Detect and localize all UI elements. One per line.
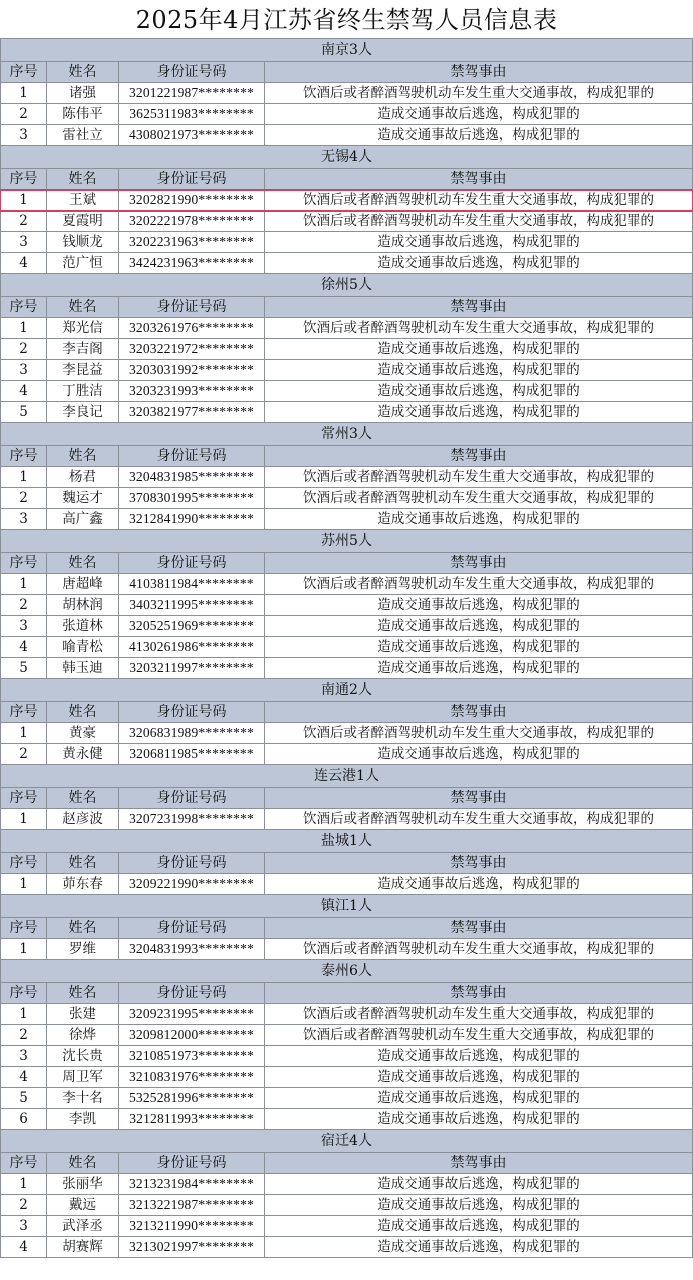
column-header-reason: 禁驾事由 <box>450 985 507 1001</box>
column-header-seq: 序号 <box>1 1153 47 1173</box>
cell-reason: 造成交通事故后逃逸，构成犯罪的 <box>377 618 580 634</box>
cell-seq: 3 <box>1 509 47 529</box>
cell-reason: 饮酒后或者醉酒驾驶机动车发生重大交通事故，构成犯罪的 <box>303 192 654 208</box>
column-header-id: 身份证号码 <box>119 297 265 317</box>
cell-seq: 1 <box>1 574 47 594</box>
cell-id: 3203261976******** <box>119 318 265 338</box>
cell-id: 3202821990******** <box>119 190 265 210</box>
cell-name: 李十名 <box>47 1088 119 1108</box>
column-header-reason: 禁驾事由 <box>450 448 507 464</box>
cell-name: 喻青松 <box>47 637 119 657</box>
cell-id: 3212841990******** <box>119 509 265 529</box>
table-row <box>0 658 693 679</box>
cell-reason: 造成交通事故后逃逸，构成犯罪的 <box>377 106 580 122</box>
cell-seq: 2 <box>1 744 47 764</box>
cell-id: 4130261986******** <box>119 637 265 657</box>
cell-name: 李吉阁 <box>47 339 119 359</box>
cell-reason: 饮酒后或者醉酒驾驶机动车发生重大交通事故，构成犯罪的 <box>303 85 654 101</box>
cell-name: 范广恒 <box>47 253 119 273</box>
column-header-row <box>0 918 693 939</box>
cell-seq: 1 <box>1 723 47 743</box>
column-header-reason: 禁驾事由 <box>450 1155 507 1171</box>
cell-seq: 2 <box>1 1025 47 1045</box>
table-row <box>0 190 693 211</box>
cell-seq: 4 <box>1 637 47 657</box>
cell-id: 3203211997******** <box>119 658 265 678</box>
cell-reason: 造成交通事故后逃逸，构成犯罪的 <box>377 597 580 613</box>
column-header-name: 姓名 <box>47 169 119 189</box>
table-row <box>0 253 693 274</box>
column-header-id: 身份证号码 <box>119 702 265 722</box>
cell-id: 3212811993******** <box>119 1109 265 1129</box>
table-row <box>0 723 693 744</box>
cell-name: 张建 <box>47 1004 119 1024</box>
column-header-id: 身份证号码 <box>119 1153 265 1173</box>
cell-id: 5325281996******** <box>119 1088 265 1108</box>
column-header-row <box>0 553 693 574</box>
column-header-row <box>0 62 693 83</box>
cell-reason: 造成交通事故后逃逸，构成犯罪的 <box>377 1176 580 1192</box>
column-header-seq: 序号 <box>1 169 47 189</box>
cell-seq: 4 <box>1 1067 47 1087</box>
cell-name: 陈伟平 <box>47 104 119 124</box>
cell-id: 3207231998******** <box>119 809 265 829</box>
cell-name: 郑光信 <box>47 318 119 338</box>
column-header-name: 姓名 <box>47 983 119 1003</box>
cell-reason: 造成交通事故后逃逸，构成犯罪的 <box>377 362 580 378</box>
cell-id: 3204831985******** <box>119 467 265 487</box>
column-header-seq: 序号 <box>1 702 47 722</box>
table-row <box>0 595 693 616</box>
cell-id: 3209221990******** <box>119 874 265 894</box>
cell-name: 王斌 <box>47 190 119 210</box>
cell-seq: 1 <box>1 467 47 487</box>
table-row <box>0 744 693 765</box>
column-header-id: 身份证号码 <box>119 853 265 873</box>
cell-reason: 饮酒后或者醉酒驾驶机动车发生重大交通事故，构成犯罪的 <box>303 213 654 229</box>
cell-reason: 饮酒后或者醉酒驾驶机动车发生重大交通事故，构成犯罪的 <box>303 490 654 506</box>
column-header-name: 姓名 <box>47 62 119 82</box>
cell-reason: 造成交通事故后逃逸，构成犯罪的 <box>377 876 580 892</box>
cell-reason: 造成交通事故后逃逸，构成犯罪的 <box>377 1048 580 1064</box>
cell-id: 3210831976******** <box>119 1067 265 1087</box>
cell-id: 3203231993******** <box>119 381 265 401</box>
table-row <box>0 1174 693 1195</box>
cell-reason: 饮酒后或者醉酒驾驶机动车发生重大交通事故，构成犯罪的 <box>303 725 654 741</box>
cell-reason: 饮酒后或者醉酒驾驶机动车发生重大交通事故，构成犯罪的 <box>303 1006 654 1022</box>
cell-reason: 饮酒后或者醉酒驾驶机动车发生重大交通事故，构成犯罪的 <box>303 811 654 827</box>
cell-name: 丁胜洁 <box>47 381 119 401</box>
cell-id: 3202231963******** <box>119 232 265 252</box>
cell-name: 张道林 <box>47 616 119 636</box>
cell-reason: 造成交通事故后逃逸，构成犯罪的 <box>377 1090 580 1106</box>
table-row <box>0 104 693 125</box>
cell-seq: 1 <box>1 83 47 103</box>
table-row <box>0 616 693 637</box>
section-header: 连云港1人 <box>0 765 693 788</box>
table-row <box>0 1109 693 1130</box>
cell-seq: 3 <box>1 1046 47 1066</box>
cell-name: 李良记 <box>47 402 119 422</box>
table-row <box>0 467 693 488</box>
cell-id: 3201221987******** <box>119 83 265 103</box>
section-header: 徐州5人 <box>0 274 693 297</box>
cell-id: 3205251969******** <box>119 616 265 636</box>
column-header-reason: 禁驾事由 <box>450 299 507 315</box>
column-header-reason: 禁驾事由 <box>450 171 507 187</box>
cell-name: 黄永健 <box>47 744 119 764</box>
cell-seq: 3 <box>1 232 47 252</box>
cell-reason: 造成交通事故后逃逸，构成犯罪的 <box>377 1069 580 1085</box>
column-header-name: 姓名 <box>47 297 119 317</box>
cell-reason: 造成交通事故后逃逸，构成犯罪的 <box>377 255 580 271</box>
column-header-seq: 序号 <box>1 446 47 466</box>
cell-seq: 4 <box>1 1237 47 1257</box>
cell-name: 赵彦波 <box>47 809 119 829</box>
cell-seq: 2 <box>1 339 47 359</box>
cell-id: 3213231984******** <box>119 1174 265 1194</box>
cell-reason: 饮酒后或者醉酒驾驶机动车发生重大交通事故，构成犯罪的 <box>303 1027 654 1043</box>
section-header: 宿迁4人 <box>0 1130 693 1153</box>
cell-seq: 1 <box>1 939 47 959</box>
cell-name: 魏运才 <box>47 488 119 508</box>
column-header-id: 身份证号码 <box>119 446 265 466</box>
cell-name: 戴远 <box>47 1195 119 1215</box>
cell-reason: 饮酒后或者醉酒驾驶机动车发生重大交通事故，构成犯罪的 <box>303 469 654 485</box>
cell-id: 3203821977******** <box>119 402 265 422</box>
cell-seq: 4 <box>1 381 47 401</box>
cell-id: 4103811984******** <box>119 574 265 594</box>
cell-reason: 造成交通事故后逃逸，构成犯罪的 <box>377 660 580 676</box>
cell-id: 3424231963******** <box>119 253 265 273</box>
cell-reason: 造成交通事故后逃逸，构成犯罪的 <box>377 1239 580 1255</box>
column-header-id: 身份证号码 <box>119 62 265 82</box>
cell-reason: 造成交通事故后逃逸，构成犯罪的 <box>377 511 580 527</box>
cell-name: 李凯 <box>47 1109 119 1129</box>
table-row <box>0 488 693 509</box>
table-row <box>0 509 693 530</box>
cell-seq: 2 <box>1 211 47 231</box>
cell-reason: 造成交通事故后逃逸，构成犯罪的 <box>377 746 580 762</box>
cell-id: 3202221978******** <box>119 211 265 231</box>
tables-container <box>0 38 693 1258</box>
cell-name: 胡林润 <box>47 595 119 615</box>
cell-reason: 造成交通事故后逃逸，构成犯罪的 <box>377 1111 580 1127</box>
cell-id: 3206831989******** <box>119 723 265 743</box>
cell-seq: 5 <box>1 1088 47 1108</box>
cell-seq: 1 <box>1 1004 47 1024</box>
cell-name: 张丽华 <box>47 1174 119 1194</box>
cell-id: 3206811985******** <box>119 744 265 764</box>
cell-reason: 造成交通事故后逃逸，构成犯罪的 <box>377 127 580 143</box>
cell-name: 胡赛辉 <box>47 1237 119 1257</box>
table-row <box>0 318 693 339</box>
cell-seq: 5 <box>1 658 47 678</box>
table-row <box>0 1046 693 1067</box>
cell-id: 3210851973******** <box>119 1046 265 1066</box>
cell-id: 3403211995******** <box>119 595 265 615</box>
cell-seq: 3 <box>1 616 47 636</box>
cell-name: 韩玉迪 <box>47 658 119 678</box>
section-header: 盐城1人 <box>0 830 693 853</box>
table-row <box>0 339 693 360</box>
section-header: 无锡4人 <box>0 146 693 169</box>
column-header-id: 身份证号码 <box>119 553 265 573</box>
column-header-seq: 序号 <box>1 853 47 873</box>
cell-name: 高广鑫 <box>47 509 119 529</box>
table-row <box>0 381 693 402</box>
cell-seq: 3 <box>1 1216 47 1236</box>
cell-reason: 饮酒后或者醉酒驾驶机动车发生重大交通事故，构成犯罪的 <box>303 941 654 957</box>
cell-id: 3203221972******** <box>119 339 265 359</box>
section-header: 镇江1人 <box>0 895 693 918</box>
table-row <box>0 360 693 381</box>
cell-seq: 2 <box>1 595 47 615</box>
column-header-seq: 序号 <box>1 553 47 573</box>
cell-name: 沈长贵 <box>47 1046 119 1066</box>
cell-reason: 造成交通事故后逃逸，构成犯罪的 <box>377 1197 580 1213</box>
cell-seq: 1 <box>1 190 47 210</box>
table-row <box>0 1088 693 1109</box>
table-row <box>0 232 693 253</box>
cell-name: 武泽丞 <box>47 1216 119 1236</box>
column-header-seq: 序号 <box>1 983 47 1003</box>
column-header-name: 姓名 <box>47 702 119 722</box>
table-row <box>0 1067 693 1088</box>
table-row <box>0 1216 693 1237</box>
column-header-row <box>0 446 693 467</box>
cell-name: 黄豪 <box>47 723 119 743</box>
cell-seq: 6 <box>1 1109 47 1129</box>
column-header-seq: 序号 <box>1 297 47 317</box>
cell-name: 李昆益 <box>47 360 119 380</box>
column-header-id: 身份证号码 <box>119 983 265 1003</box>
cell-id: 3203031992******** <box>119 360 265 380</box>
cell-reason: 造成交通事故后逃逸，构成犯罪的 <box>377 404 580 420</box>
cell-name: 周卫军 <box>47 1067 119 1087</box>
column-header-reason: 禁驾事由 <box>450 704 507 720</box>
page-title: 2025年4月江苏省终生禁驾人员信息表 <box>135 6 558 34</box>
cell-name: 杨君 <box>47 467 119 487</box>
cell-id: 3209231995******** <box>119 1004 265 1024</box>
cell-name: 罗维 <box>47 939 119 959</box>
table-row <box>0 211 693 232</box>
cell-id: 3213211990******** <box>119 1216 265 1236</box>
table-row <box>0 83 693 104</box>
cell-reason: 造成交通事故后逃逸，构成犯罪的 <box>377 341 580 357</box>
table-row <box>0 402 693 423</box>
column-header-row <box>0 788 693 809</box>
table-row <box>0 637 693 658</box>
column-header-id: 身份证号码 <box>119 788 265 808</box>
cell-id: 3209812000******** <box>119 1025 265 1045</box>
cell-id: 4308021973******** <box>119 125 265 145</box>
cell-reason: 造成交通事故后逃逸，构成犯罪的 <box>377 383 580 399</box>
table-row <box>0 125 693 146</box>
cell-name: 钱顺龙 <box>47 232 119 252</box>
column-header-reason: 禁驾事由 <box>450 555 507 571</box>
cell-seq: 1 <box>1 1174 47 1194</box>
cell-name: 雷社立 <box>47 125 119 145</box>
column-header-name: 姓名 <box>47 446 119 466</box>
cell-name: 唐超峰 <box>47 574 119 594</box>
table-row <box>0 939 693 960</box>
cell-seq: 1 <box>1 874 47 894</box>
cell-seq: 4 <box>1 253 47 273</box>
cell-name: 诸强 <box>47 83 119 103</box>
cell-seq: 2 <box>1 1195 47 1215</box>
table-row <box>0 574 693 595</box>
column-header-reason: 禁驾事由 <box>450 790 507 806</box>
column-header-name: 姓名 <box>47 1153 119 1173</box>
column-header-seq: 序号 <box>1 918 47 938</box>
column-header-row <box>0 297 693 318</box>
cell-id: 3204831993******** <box>119 939 265 959</box>
column-header-seq: 序号 <box>1 62 47 82</box>
column-header-reason: 禁驾事由 <box>450 920 507 936</box>
cell-reason: 造成交通事故后逃逸，构成犯罪的 <box>377 234 580 250</box>
cell-seq: 1 <box>1 318 47 338</box>
section-header: 泰州6人 <box>0 960 693 983</box>
table-row <box>0 1004 693 1025</box>
column-header-row <box>0 1153 693 1174</box>
cell-seq: 5 <box>1 402 47 422</box>
cell-reason: 饮酒后或者醉酒驾驶机动车发生重大交通事故，构成犯罪的 <box>303 320 654 336</box>
cell-seq: 3 <box>1 360 47 380</box>
cell-reason: 饮酒后或者醉酒驾驶机动车发生重大交通事故，构成犯罪的 <box>303 576 654 592</box>
cell-id: 3213221987******** <box>119 1195 265 1215</box>
cell-reason: 造成交通事故后逃逸，构成犯罪的 <box>377 1218 580 1234</box>
section-header: 常州3人 <box>0 423 693 446</box>
cell-seq: 1 <box>1 809 47 829</box>
cell-seq: 2 <box>1 488 47 508</box>
section-header: 南通2人 <box>0 679 693 702</box>
section-header: 南京3人 <box>0 39 693 62</box>
column-header-row <box>0 853 693 874</box>
column-header-name: 姓名 <box>47 853 119 873</box>
column-header-row <box>0 983 693 1004</box>
table-row <box>0 1237 693 1258</box>
column-header-reason: 禁驾事由 <box>450 64 507 80</box>
table-row <box>0 1025 693 1046</box>
column-header-name: 姓名 <box>47 918 119 938</box>
table-row <box>0 809 693 830</box>
column-header-seq: 序号 <box>1 788 47 808</box>
cell-name: 徐烨 <box>47 1025 119 1045</box>
cell-name: 茆东春 <box>47 874 119 894</box>
column-header-reason: 禁驾事由 <box>450 855 507 871</box>
column-header-row <box>0 169 693 190</box>
table-row <box>0 1195 693 1216</box>
column-header-row <box>0 702 693 723</box>
column-header-name: 姓名 <box>47 553 119 573</box>
cell-id: 3708301995******** <box>119 488 265 508</box>
table-row <box>0 874 693 895</box>
column-header-id: 身份证号码 <box>119 918 265 938</box>
column-header-id: 身份证号码 <box>119 169 265 189</box>
section-header: 苏州5人 <box>0 530 693 553</box>
cell-seq: 3 <box>1 125 47 145</box>
cell-name: 夏霞明 <box>47 211 119 231</box>
cell-seq: 2 <box>1 104 47 124</box>
cell-reason: 造成交通事故后逃逸，构成犯罪的 <box>377 639 580 655</box>
cell-id: 3625311983******** <box>119 104 265 124</box>
cell-id: 3213021997******** <box>119 1237 265 1257</box>
column-header-name: 姓名 <box>47 788 119 808</box>
